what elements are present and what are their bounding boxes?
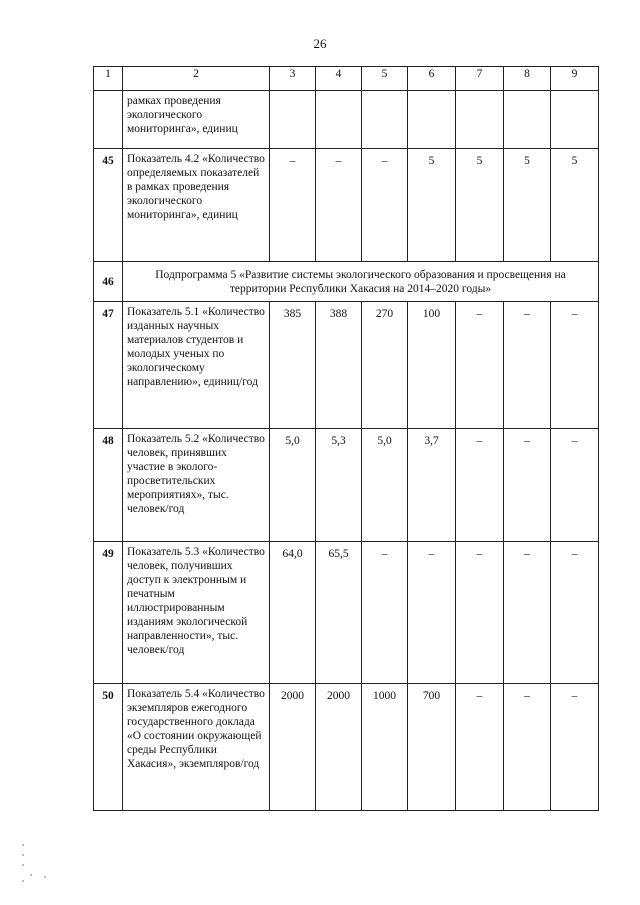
value-cell: – <box>456 302 504 429</box>
value-cell: – <box>362 149 408 262</box>
header-cell: 6 <box>408 67 456 91</box>
value-cell: 65,5 <box>316 542 362 684</box>
value-cell: – <box>551 542 599 684</box>
indicator-text: Показатель 4.2 «Количество определяемых показателей в рамках проведения экологического мониторинга», единиц <box>123 149 270 262</box>
header-cell: 7 <box>456 67 504 91</box>
indicator-text: Показатель 5.1 «Количество изданных научных материалов студентов и молодых ученых по экологическому направлению», единиц/год <box>123 302 270 429</box>
value-cell: 2000 <box>316 684 362 811</box>
value-cell <box>504 91 551 149</box>
indicator-text: Показатель 5.3 «Количество человек, получивших доступ к электронным и печатным иллюстрированным изданиям экологической направленности», тыс. человек/год <box>123 542 270 684</box>
value-cell: – <box>408 542 456 684</box>
table-row <box>94 91 599 149</box>
value-cell: – <box>551 302 599 429</box>
value-cell: 3,7 <box>408 429 456 542</box>
value-cell: 388 <box>316 302 362 429</box>
value-cell <box>456 91 504 149</box>
indicator-text: Показатель 5.4 «Количество экземпляров ежегодного государственного доклада «О состоянии окружающей среды Республики Хакасия», экземпляров/год <box>123 684 270 811</box>
row-number <box>94 91 123 149</box>
indicator-text: Показатель 5.2 «Количество человек, принявших участие в эколого-просветительских мероприятиях», тыс. человек/год <box>123 429 270 542</box>
value-cell: 5 <box>551 149 599 262</box>
value-cell: 5,0 <box>362 429 408 542</box>
value-cell: – <box>504 302 551 429</box>
table-row <box>94 429 599 542</box>
row-number: 49 <box>94 542 123 684</box>
value-cell: – <box>551 429 599 542</box>
indicator-table <box>93 66 599 811</box>
value-cell: 5 <box>504 149 551 262</box>
value-cell <box>408 91 456 149</box>
value-cell <box>316 91 362 149</box>
value-cell: 270 <box>362 302 408 429</box>
header-cell: 5 <box>362 67 408 91</box>
table-row <box>94 684 599 811</box>
table-row <box>94 302 599 429</box>
header-cell: 2 <box>123 67 270 91</box>
subprogram-row <box>94 262 599 302</box>
value-cell: 1000 <box>362 684 408 811</box>
value-cell: – <box>504 429 551 542</box>
row-number: 48 <box>94 429 123 542</box>
indicator-text: рамках проведения экологического мониторинга», единиц <box>123 91 270 149</box>
value-cell: 5 <box>408 149 456 262</box>
row-number: 45 <box>94 149 123 262</box>
value-cell: – <box>456 542 504 684</box>
header-cell: 4 <box>316 67 362 91</box>
header-cell: 3 <box>270 67 316 91</box>
value-cell: – <box>362 542 408 684</box>
value-cell: – <box>456 684 504 811</box>
table-row <box>94 542 599 684</box>
row-number: 46 <box>94 262 123 302</box>
row-number: 50 <box>94 684 123 811</box>
row-number: 47 <box>94 302 123 429</box>
value-cell <box>270 91 316 149</box>
scan-margin-marks <box>20 840 60 890</box>
value-cell: – <box>504 542 551 684</box>
value-cell: 2000 <box>270 684 316 811</box>
value-cell: – <box>270 149 316 262</box>
table-header-row <box>94 67 599 91</box>
value-cell: – <box>316 149 362 262</box>
value-cell: 5,0 <box>270 429 316 542</box>
value-cell: 5 <box>456 149 504 262</box>
table-row <box>94 149 599 262</box>
value-cell <box>362 91 408 149</box>
header-cell: 8 <box>504 67 551 91</box>
value-cell: – <box>551 684 599 811</box>
header-cell: 1 <box>94 67 123 91</box>
value-cell: – <box>456 429 504 542</box>
header-cell: 9 <box>551 67 599 91</box>
value-cell: 700 <box>408 684 456 811</box>
value-cell: 100 <box>408 302 456 429</box>
value-cell: 5,3 <box>316 429 362 542</box>
value-cell: 385 <box>270 302 316 429</box>
value-cell: – <box>504 684 551 811</box>
page-number: 26 <box>313 36 327 51</box>
subprogram-title: Подпрограмма 5 «Развитие системы экологического образования и просвещения на территории Республики Хакасия на 2014–2020 годы» <box>123 262 599 302</box>
value-cell: 64,0 <box>270 542 316 684</box>
value-cell <box>551 91 599 149</box>
